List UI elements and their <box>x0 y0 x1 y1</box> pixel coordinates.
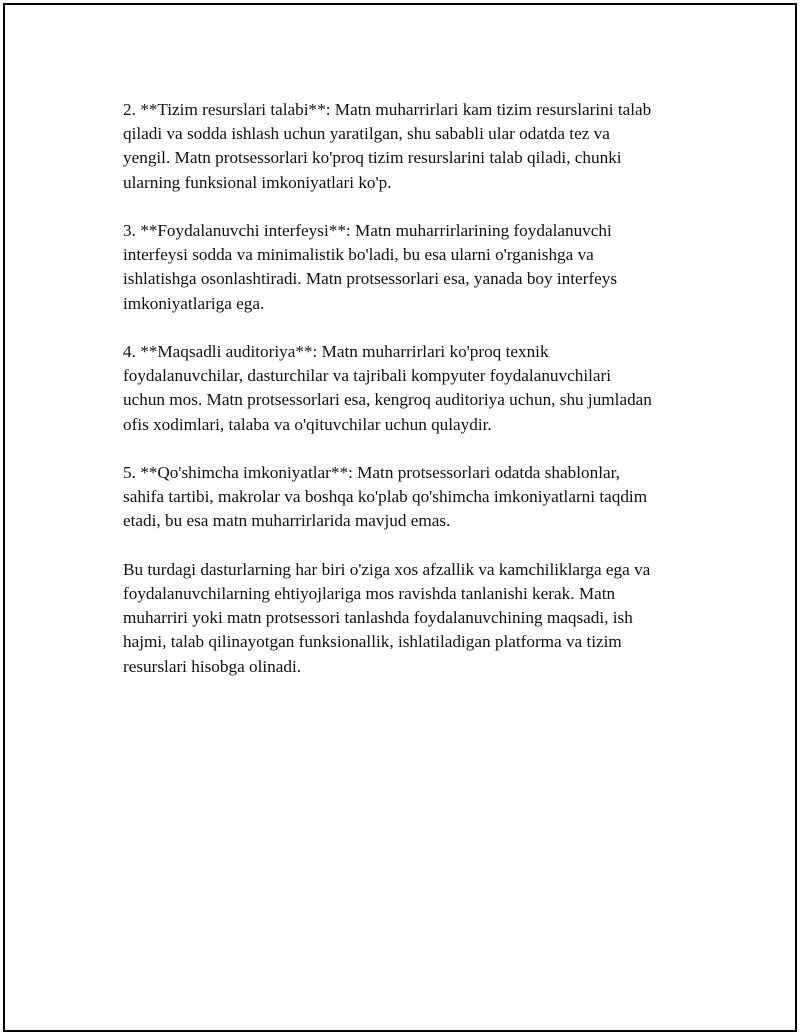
text-line: uchun mos. Matn protsessorlari esa, kengroq auditoriya uchun, shu jumladan <box>123 390 652 410</box>
text-line: foydalanuvchilar, dasturchilar va tajribali kompyuter foydalanuvchilari <box>123 366 612 386</box>
text-line: 5. **Qo'shimcha imkoniyatlar**: Matn protsessorlari odatda shablonlar, <box>123 463 620 482</box>
text-line: foydalanuvchilarning ehtiyojlariga mos ravishda tanlanishi kerak. Matn <box>123 584 616 603</box>
paragraph-target-audience <box>123 340 693 437</box>
text-line: yengil. Matn protsessorlari ko'proq tizim resurslarini talab qiladi, chunki <box>123 148 622 168</box>
paragraph-user-interface <box>123 219 693 316</box>
paragraph-system-resources <box>123 98 693 195</box>
document-body <box>123 98 693 703</box>
text-line: Bu turdagi dasturlarning har biri o'ziga xos afzallik va kamchiliklarga ega va <box>123 559 651 579</box>
text-line: imkoniyatlariga ega. <box>123 293 265 313</box>
text-line: 2. **Tizim resurslari talabi**: Matn muharrirlari kam tizim resurslarini talab <box>123 100 652 119</box>
text-line: ishlatishga osonlashtiradi. Matn protsessorlari esa, yanada boy interfeys <box>123 269 618 289</box>
text-line: etadi, bu esa matn muharrirlarida mavjud emas. <box>123 511 451 531</box>
paragraph-additional-features <box>123 461 693 534</box>
text-line: sahifa tartibi, makrolar va boshqa ko'plab qo'shimcha imkoniyatlarni taqdim <box>123 487 648 507</box>
text-line: 3. **Foydalanuvchi interfeysi**: Matn muharrirlarining foydalanuvchi <box>123 221 612 240</box>
text-line: 4. **Maqsadli auditoriya**: Matn muharrirlari ko'proq texnik <box>123 342 549 361</box>
text-line: ularning funksional imkoniyatlari ko'p. <box>123 172 392 192</box>
text-line: muharriri yoki matn protsessori tanlashda foydalanuvchining maqsadi, ish <box>123 608 633 628</box>
paragraph-conclusion <box>123 558 693 679</box>
text-line: ofis xodimlari, talaba va o'qituvchilar uchun qulaydir. <box>123 414 492 434</box>
text-line: qiladi va sodda ishlash uchun yaratilgan, shu sababli ular odatda tez va <box>123 124 610 144</box>
page-frame <box>3 3 797 1032</box>
text-line: hajmi, talab qilinayotgan funksionallik, ishlatiladigan platforma va tizim <box>123 632 622 652</box>
text-line: resurslari hisobga olinadi. <box>123 656 302 676</box>
text-line: interfeysi sodda va minimalistik bo'ladi, bu esa ularni o'rganishga va <box>123 245 594 265</box>
